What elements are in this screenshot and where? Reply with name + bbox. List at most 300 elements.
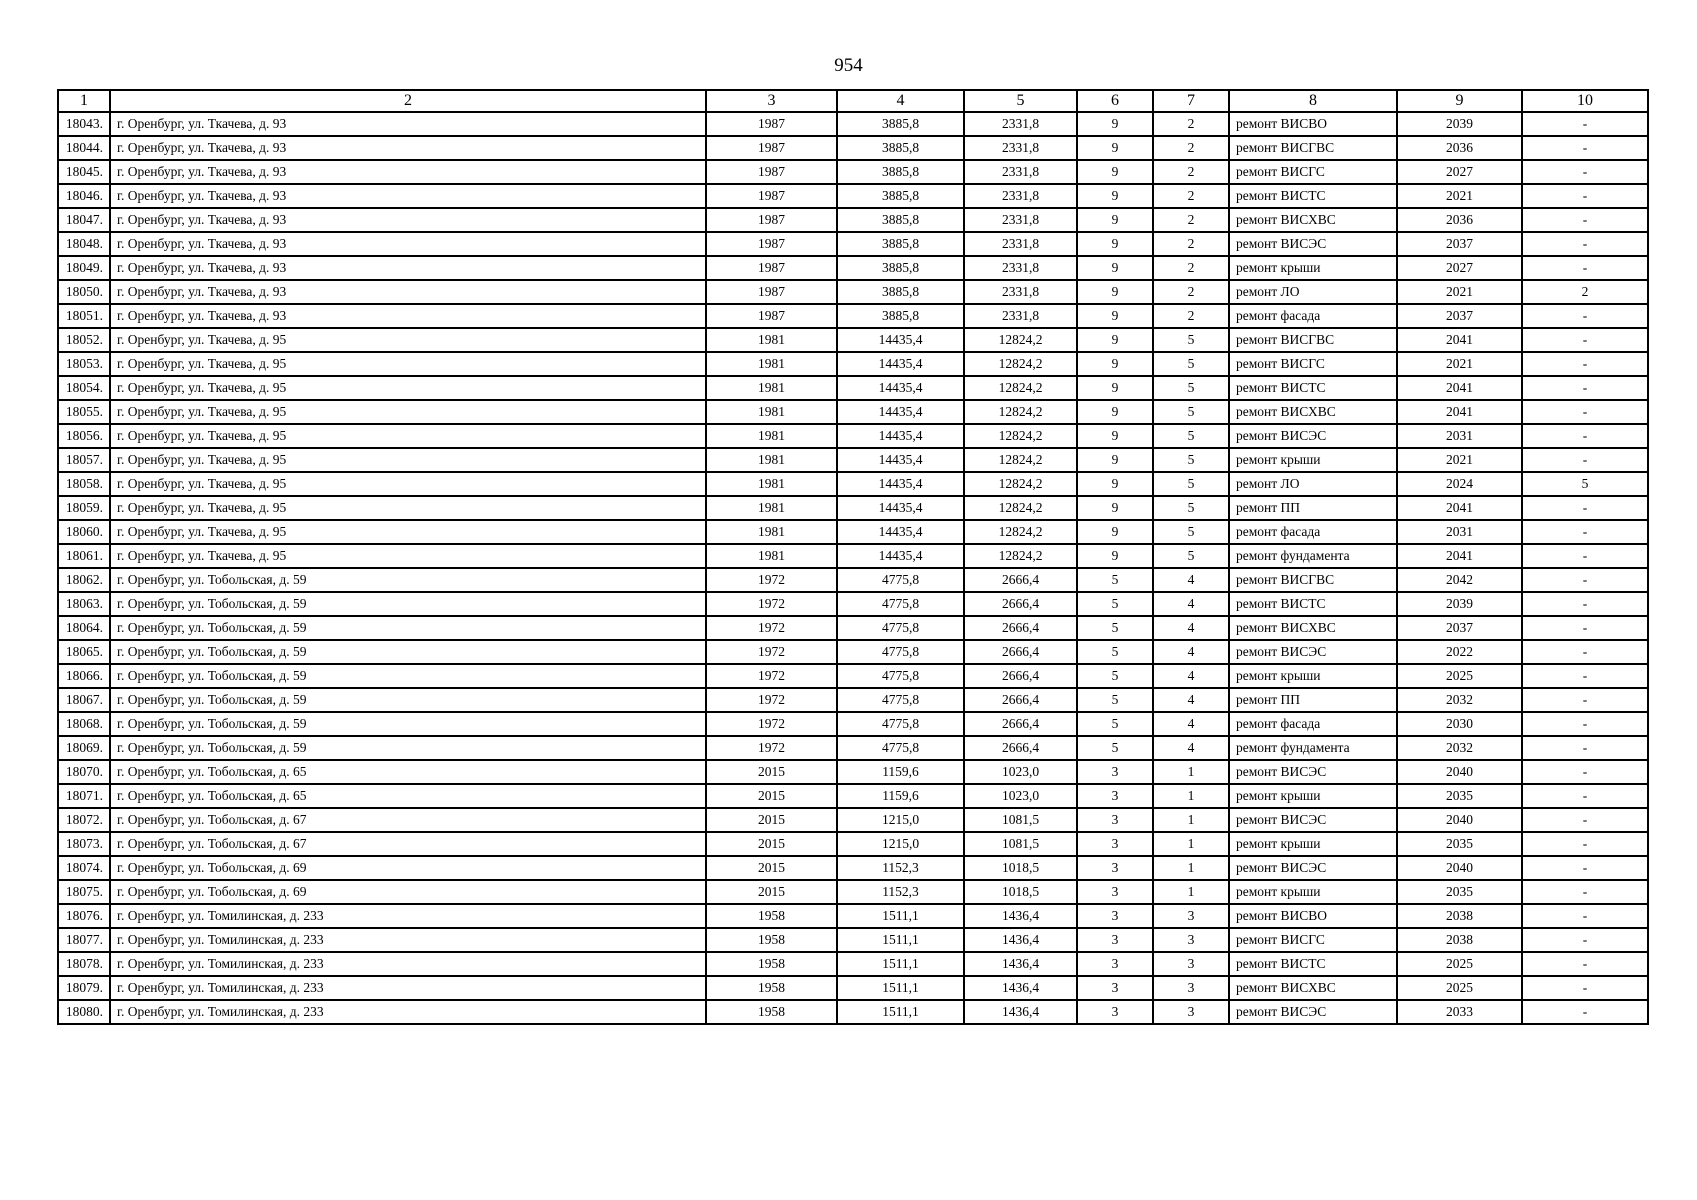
work-type-cell: ремонт фундамента xyxy=(1229,736,1397,760)
address-cell: г. Оренбург, ул. Тобольская, д. 65 xyxy=(110,784,706,808)
entrances-cell: 2 xyxy=(1153,232,1229,256)
total-area-cell: 4775,8 xyxy=(837,736,964,760)
entrances-cell: 3 xyxy=(1153,952,1229,976)
elevators-cell: - xyxy=(1522,112,1648,136)
address-cell: г. Оренбург, ул. Томилинская, д. 233 xyxy=(110,952,706,976)
living-area-cell: 2666,4 xyxy=(964,568,1077,592)
living-area-cell: 12824,2 xyxy=(964,448,1077,472)
elevators-cell: 5 xyxy=(1522,472,1648,496)
total-area-cell: 3885,8 xyxy=(837,304,964,328)
elevators-cell: - xyxy=(1522,592,1648,616)
row-number-cell: 18049. xyxy=(58,256,110,280)
total-area-cell: 3885,8 xyxy=(837,232,964,256)
living-area-cell: 2666,4 xyxy=(964,616,1077,640)
floors-cell: 9 xyxy=(1077,424,1153,448)
year-cell: 1987 xyxy=(706,160,837,184)
floors-cell: 9 xyxy=(1077,472,1153,496)
floors-cell: 3 xyxy=(1077,784,1153,808)
floors-cell: 9 xyxy=(1077,136,1153,160)
living-area-cell: 12824,2 xyxy=(964,400,1077,424)
living-area-cell: 12824,2 xyxy=(964,472,1077,496)
work-type-cell: ремонт ВИСЭС xyxy=(1229,856,1397,880)
living-area-cell: 1436,4 xyxy=(964,928,1077,952)
elevators-cell: - xyxy=(1522,400,1648,424)
row-number-cell: 18079. xyxy=(58,976,110,1000)
address-cell: г. Оренбург, ул. Ткачева, д. 95 xyxy=(110,448,706,472)
table-row xyxy=(58,592,1648,616)
row-number-cell: 18066. xyxy=(58,664,110,688)
elevators-cell: - xyxy=(1522,496,1648,520)
floors-cell: 3 xyxy=(1077,856,1153,880)
table-row xyxy=(58,112,1648,136)
work-type-cell: ремонт ПП xyxy=(1229,688,1397,712)
total-area-cell: 14435,4 xyxy=(837,424,964,448)
row-number-cell: 18063. xyxy=(58,592,110,616)
work-type-cell: ремонт ВИСХВС xyxy=(1229,976,1397,1000)
row-number-cell: 18067. xyxy=(58,688,110,712)
elevators-cell: - xyxy=(1522,952,1648,976)
table-body xyxy=(58,112,1648,1024)
year-cell: 1987 xyxy=(706,208,837,232)
row-number-cell: 18050. xyxy=(58,280,110,304)
year-cell: 1981 xyxy=(706,472,837,496)
address-cell: г. Оренбург, ул. Ткачева, д. 95 xyxy=(110,544,706,568)
address-cell: г. Оренбург, ул. Ткачева, д. 95 xyxy=(110,376,706,400)
year-cell: 1958 xyxy=(706,952,837,976)
elevators-cell: - xyxy=(1522,448,1648,472)
address-cell: г. Оренбург, ул. Ткачева, д. 95 xyxy=(110,520,706,544)
elevators-cell: - xyxy=(1522,736,1648,760)
total-area-cell: 3885,8 xyxy=(837,112,964,136)
year-cell: 1981 xyxy=(706,424,837,448)
living-area-cell: 1436,4 xyxy=(964,1000,1077,1024)
floors-cell: 3 xyxy=(1077,1000,1153,1024)
planned-year-cell: 2041 xyxy=(1397,496,1522,520)
elevators-cell: - xyxy=(1522,808,1648,832)
table-row xyxy=(58,232,1648,256)
total-area-cell: 4775,8 xyxy=(837,592,964,616)
entrances-cell: 5 xyxy=(1153,376,1229,400)
row-number-cell: 18072. xyxy=(58,808,110,832)
work-type-cell: ремонт крыши xyxy=(1229,832,1397,856)
living-area-cell: 2331,8 xyxy=(964,112,1077,136)
column-header: 2 xyxy=(110,90,706,112)
work-type-cell: ремонт ВИСЭС xyxy=(1229,640,1397,664)
total-area-cell: 14435,4 xyxy=(837,328,964,352)
floors-cell: 5 xyxy=(1077,616,1153,640)
year-cell: 1972 xyxy=(706,664,837,688)
total-area-cell: 14435,4 xyxy=(837,400,964,424)
address-cell: г. Оренбург, ул. Тобольская, д. 67 xyxy=(110,832,706,856)
year-cell: 2015 xyxy=(706,760,837,784)
entrances-cell: 1 xyxy=(1153,832,1229,856)
year-cell: 1987 xyxy=(706,256,837,280)
living-area-cell: 2331,8 xyxy=(964,280,1077,304)
living-area-cell: 2666,4 xyxy=(964,592,1077,616)
living-area-cell: 12824,2 xyxy=(964,424,1077,448)
elevators-cell: - xyxy=(1522,544,1648,568)
elevators-cell: - xyxy=(1522,376,1648,400)
year-cell: 1981 xyxy=(706,328,837,352)
elevators-cell: - xyxy=(1522,1000,1648,1024)
year-cell: 2015 xyxy=(706,808,837,832)
floors-cell: 5 xyxy=(1077,640,1153,664)
entrances-cell: 5 xyxy=(1153,472,1229,496)
table-row xyxy=(58,808,1648,832)
work-type-cell: ремонт ВИСГС xyxy=(1229,928,1397,952)
table-row xyxy=(58,328,1648,352)
table-row xyxy=(58,424,1648,448)
planned-year-cell: 2021 xyxy=(1397,280,1522,304)
work-type-cell: ремонт ВИСЭС xyxy=(1229,232,1397,256)
planned-year-cell: 2037 xyxy=(1397,232,1522,256)
row-number-cell: 18073. xyxy=(58,832,110,856)
floors-cell: 9 xyxy=(1077,328,1153,352)
work-type-cell: ремонт ПП xyxy=(1229,496,1397,520)
address-cell: г. Оренбург, ул. Ткачева, д. 95 xyxy=(110,472,706,496)
floors-cell: 3 xyxy=(1077,880,1153,904)
address-cell: г. Оренбург, ул. Тобольская, д. 59 xyxy=(110,616,706,640)
planned-year-cell: 2032 xyxy=(1397,736,1522,760)
table-row xyxy=(58,520,1648,544)
living-area-cell: 2331,8 xyxy=(964,136,1077,160)
work-type-cell: ремонт фундамента xyxy=(1229,544,1397,568)
address-cell: г. Оренбург, ул. Ткачева, д. 93 xyxy=(110,208,706,232)
living-area-cell: 2666,4 xyxy=(964,712,1077,736)
planned-year-cell: 2032 xyxy=(1397,688,1522,712)
column-header: 8 xyxy=(1229,90,1397,112)
entrances-cell: 1 xyxy=(1153,760,1229,784)
table-row xyxy=(58,736,1648,760)
work-type-cell: ремонт ВИСТС xyxy=(1229,952,1397,976)
work-type-cell: ремонт крыши xyxy=(1229,448,1397,472)
elevators-cell: - xyxy=(1522,640,1648,664)
year-cell: 1972 xyxy=(706,712,837,736)
planned-year-cell: 2038 xyxy=(1397,928,1522,952)
living-area-cell: 2331,8 xyxy=(964,184,1077,208)
planned-year-cell: 2024 xyxy=(1397,472,1522,496)
living-area-cell: 2331,8 xyxy=(964,256,1077,280)
work-type-cell: ремонт фасада xyxy=(1229,712,1397,736)
year-cell: 1958 xyxy=(706,904,837,928)
total-area-cell: 1215,0 xyxy=(837,808,964,832)
year-cell: 1958 xyxy=(706,928,837,952)
year-cell: 1987 xyxy=(706,112,837,136)
address-cell: г. Оренбург, ул. Тобольская, д. 59 xyxy=(110,592,706,616)
planned-year-cell: 2033 xyxy=(1397,1000,1522,1024)
year-cell: 1972 xyxy=(706,592,837,616)
entrances-cell: 1 xyxy=(1153,856,1229,880)
floors-cell: 9 xyxy=(1077,448,1153,472)
row-number-cell: 18043. xyxy=(58,112,110,136)
address-cell: г. Оренбург, ул. Томилинская, д. 233 xyxy=(110,976,706,1000)
table-row xyxy=(58,352,1648,376)
work-type-cell: ремонт крыши xyxy=(1229,256,1397,280)
table-row xyxy=(58,400,1648,424)
table-row xyxy=(58,280,1648,304)
page-number: 954 xyxy=(834,55,863,76)
work-type-cell: ремонт ВИСГВС xyxy=(1229,136,1397,160)
work-type-cell: ремонт ВИСТС xyxy=(1229,376,1397,400)
total-area-cell: 3885,8 xyxy=(837,136,964,160)
living-area-cell: 1436,4 xyxy=(964,952,1077,976)
year-cell: 1981 xyxy=(706,448,837,472)
planned-year-cell: 2031 xyxy=(1397,520,1522,544)
elevators-cell: - xyxy=(1522,256,1648,280)
total-area-cell: 1159,6 xyxy=(837,784,964,808)
elevators-cell: - xyxy=(1522,232,1648,256)
elevators-cell: - xyxy=(1522,568,1648,592)
work-type-cell: ремонт ВИСХВС xyxy=(1229,208,1397,232)
planned-year-cell: 2027 xyxy=(1397,256,1522,280)
planned-year-cell: 2037 xyxy=(1397,616,1522,640)
work-type-cell: ремонт ВИСГВС xyxy=(1229,568,1397,592)
table-row xyxy=(58,904,1648,928)
year-cell: 1987 xyxy=(706,280,837,304)
living-area-cell: 2666,4 xyxy=(964,640,1077,664)
table-row xyxy=(58,856,1648,880)
floors-cell: 9 xyxy=(1077,544,1153,568)
column-header: 5 xyxy=(964,90,1077,112)
row-number-cell: 18078. xyxy=(58,952,110,976)
year-cell: 1987 xyxy=(706,232,837,256)
floors-cell: 9 xyxy=(1077,304,1153,328)
column-header: 4 xyxy=(837,90,964,112)
year-cell: 1972 xyxy=(706,640,837,664)
floors-cell: 9 xyxy=(1077,520,1153,544)
row-number-cell: 18058. xyxy=(58,472,110,496)
address-cell: г. Оренбург, ул. Тобольская, д. 59 xyxy=(110,712,706,736)
planned-year-cell: 2035 xyxy=(1397,832,1522,856)
work-type-cell: ремонт ВИСЭС xyxy=(1229,760,1397,784)
year-cell: 1981 xyxy=(706,400,837,424)
table-row xyxy=(58,784,1648,808)
living-area-cell: 12824,2 xyxy=(964,376,1077,400)
address-cell: г. Оренбург, ул. Ткачева, д. 93 xyxy=(110,160,706,184)
work-type-cell: ремонт ВИСГС xyxy=(1229,160,1397,184)
work-type-cell: ремонт ВИСГС xyxy=(1229,352,1397,376)
row-number-cell: 18068. xyxy=(58,712,110,736)
address-cell: г. Оренбург, ул. Томилинская, д. 233 xyxy=(110,1000,706,1024)
planned-year-cell: 2040 xyxy=(1397,760,1522,784)
total-area-cell: 4775,8 xyxy=(837,568,964,592)
elevators-cell: - xyxy=(1522,832,1648,856)
total-area-cell: 14435,4 xyxy=(837,544,964,568)
living-area-cell: 2666,4 xyxy=(964,664,1077,688)
address-cell: г. Оренбург, ул. Ткачева, д. 95 xyxy=(110,400,706,424)
floors-cell: 5 xyxy=(1077,736,1153,760)
table-row xyxy=(58,640,1648,664)
elevators-cell: - xyxy=(1522,664,1648,688)
row-number-cell: 18060. xyxy=(58,520,110,544)
table-row xyxy=(58,448,1648,472)
header-row xyxy=(58,90,1648,112)
year-cell: 2015 xyxy=(706,832,837,856)
living-area-cell: 2331,8 xyxy=(964,160,1077,184)
year-cell: 1958 xyxy=(706,1000,837,1024)
total-area-cell: 1215,0 xyxy=(837,832,964,856)
table-row xyxy=(58,760,1648,784)
planned-year-cell: 2041 xyxy=(1397,376,1522,400)
table-row xyxy=(58,544,1648,568)
planned-year-cell: 2041 xyxy=(1397,544,1522,568)
row-number-cell: 18076. xyxy=(58,904,110,928)
entrances-cell: 5 xyxy=(1153,544,1229,568)
floors-cell: 9 xyxy=(1077,160,1153,184)
row-number-cell: 18077. xyxy=(58,928,110,952)
work-type-cell: ремонт фасада xyxy=(1229,304,1397,328)
work-type-cell: ремонт ВИСХВС xyxy=(1229,616,1397,640)
entrances-cell: 5 xyxy=(1153,496,1229,520)
floors-cell: 9 xyxy=(1077,232,1153,256)
planned-year-cell: 2030 xyxy=(1397,712,1522,736)
year-cell: 1958 xyxy=(706,976,837,1000)
column-header: 1 xyxy=(58,90,110,112)
work-type-cell: ремонт ВИСТС xyxy=(1229,184,1397,208)
column-header: 3 xyxy=(706,90,837,112)
row-number-cell: 18057. xyxy=(58,448,110,472)
table-row xyxy=(58,496,1648,520)
entrances-cell: 2 xyxy=(1153,184,1229,208)
row-number-cell: 18070. xyxy=(58,760,110,784)
entrances-cell: 5 xyxy=(1153,424,1229,448)
year-cell: 1987 xyxy=(706,304,837,328)
total-area-cell: 4775,8 xyxy=(837,712,964,736)
table-row xyxy=(58,976,1648,1000)
column-header: 6 xyxy=(1077,90,1153,112)
work-type-cell: ремонт ЛО xyxy=(1229,280,1397,304)
planned-year-cell: 2042 xyxy=(1397,568,1522,592)
elevators-cell: - xyxy=(1522,520,1648,544)
year-cell: 1981 xyxy=(706,496,837,520)
elevators-cell: - xyxy=(1522,856,1648,880)
year-cell: 1972 xyxy=(706,688,837,712)
planned-year-cell: 2036 xyxy=(1397,136,1522,160)
floors-cell: 3 xyxy=(1077,976,1153,1000)
address-cell: г. Оренбург, ул. Тобольская, д. 59 xyxy=(110,664,706,688)
elevators-cell: - xyxy=(1522,904,1648,928)
elevators-cell: - xyxy=(1522,928,1648,952)
living-area-cell: 1081,5 xyxy=(964,832,1077,856)
living-area-cell: 1018,5 xyxy=(964,880,1077,904)
address-cell: г. Оренбург, ул. Ткачева, д. 93 xyxy=(110,304,706,328)
total-area-cell: 14435,4 xyxy=(837,352,964,376)
year-cell: 1981 xyxy=(706,520,837,544)
row-number-cell: 18054. xyxy=(58,376,110,400)
table-row xyxy=(58,376,1648,400)
living-area-cell: 1023,0 xyxy=(964,784,1077,808)
table-row xyxy=(58,712,1648,736)
total-area-cell: 1511,1 xyxy=(837,1000,964,1024)
floors-cell: 3 xyxy=(1077,904,1153,928)
elevators-cell: - xyxy=(1522,184,1648,208)
work-type-cell: ремонт ВИСВО xyxy=(1229,904,1397,928)
floors-cell: 9 xyxy=(1077,112,1153,136)
living-area-cell: 12824,2 xyxy=(964,328,1077,352)
elevators-cell: - xyxy=(1522,136,1648,160)
entrances-cell: 4 xyxy=(1153,568,1229,592)
planned-year-cell: 2025 xyxy=(1397,952,1522,976)
planned-year-cell: 2040 xyxy=(1397,808,1522,832)
entrances-cell: 1 xyxy=(1153,808,1229,832)
entrances-cell: 5 xyxy=(1153,400,1229,424)
address-cell: г. Оренбург, ул. Ткачева, д. 95 xyxy=(110,328,706,352)
elevators-cell: - xyxy=(1522,712,1648,736)
floors-cell: 9 xyxy=(1077,352,1153,376)
row-number-cell: 18061. xyxy=(58,544,110,568)
table-row xyxy=(58,928,1648,952)
year-cell: 2015 xyxy=(706,880,837,904)
address-cell: г. Оренбург, ул. Тобольская, д. 69 xyxy=(110,880,706,904)
living-area-cell: 12824,2 xyxy=(964,544,1077,568)
row-number-cell: 18062. xyxy=(58,568,110,592)
work-type-cell: ремонт фасада xyxy=(1229,520,1397,544)
row-number-cell: 18055. xyxy=(58,400,110,424)
address-cell: г. Оренбург, ул. Ткачева, д. 95 xyxy=(110,496,706,520)
elevators-cell: - xyxy=(1522,352,1648,376)
address-cell: г. Оренбург, ул. Ткачева, д. 93 xyxy=(110,232,706,256)
work-type-cell: ремонт крыши xyxy=(1229,784,1397,808)
entrances-cell: 4 xyxy=(1153,640,1229,664)
entrances-cell: 2 xyxy=(1153,136,1229,160)
living-area-cell: 2331,8 xyxy=(964,208,1077,232)
table-row xyxy=(58,184,1648,208)
entrances-cell: 2 xyxy=(1153,256,1229,280)
total-area-cell: 1511,1 xyxy=(837,928,964,952)
floors-cell: 3 xyxy=(1077,952,1153,976)
work-type-cell: ремонт крыши xyxy=(1229,880,1397,904)
table-row xyxy=(58,304,1648,328)
floors-cell: 9 xyxy=(1077,496,1153,520)
planned-year-cell: 2041 xyxy=(1397,400,1522,424)
living-area-cell: 1436,4 xyxy=(964,976,1077,1000)
row-number-cell: 18052. xyxy=(58,328,110,352)
planned-year-cell: 2021 xyxy=(1397,448,1522,472)
total-area-cell: 1152,3 xyxy=(837,856,964,880)
living-area-cell: 1081,5 xyxy=(964,808,1077,832)
year-cell: 1981 xyxy=(706,352,837,376)
floors-cell: 3 xyxy=(1077,832,1153,856)
floors-cell: 5 xyxy=(1077,664,1153,688)
column-header: 9 xyxy=(1397,90,1522,112)
planned-year-cell: 2037 xyxy=(1397,304,1522,328)
column-header: 7 xyxy=(1153,90,1229,112)
planned-year-cell: 2021 xyxy=(1397,352,1522,376)
address-cell: г. Оренбург, ул. Томилинская, д. 233 xyxy=(110,928,706,952)
table-row xyxy=(58,952,1648,976)
work-type-cell: ремонт ВИСТС xyxy=(1229,592,1397,616)
elevators-cell: 2 xyxy=(1522,280,1648,304)
table-row xyxy=(58,832,1648,856)
entrances-cell: 2 xyxy=(1153,304,1229,328)
table-row xyxy=(58,880,1648,904)
address-cell: г. Оренбург, ул. Ткачева, д. 93 xyxy=(110,256,706,280)
planned-year-cell: 2035 xyxy=(1397,880,1522,904)
living-area-cell: 2331,8 xyxy=(964,232,1077,256)
floors-cell: 3 xyxy=(1077,760,1153,784)
entrances-cell: 3 xyxy=(1153,976,1229,1000)
elevators-cell: - xyxy=(1522,976,1648,1000)
total-area-cell: 1511,1 xyxy=(837,976,964,1000)
year-cell: 1981 xyxy=(706,376,837,400)
address-cell: г. Оренбург, ул. Ткачева, д. 93 xyxy=(110,136,706,160)
entrances-cell: 4 xyxy=(1153,616,1229,640)
year-cell: 1972 xyxy=(706,616,837,640)
entrances-cell: 4 xyxy=(1153,688,1229,712)
elevators-cell: - xyxy=(1522,688,1648,712)
planned-year-cell: 2025 xyxy=(1397,976,1522,1000)
elevators-cell: - xyxy=(1522,880,1648,904)
